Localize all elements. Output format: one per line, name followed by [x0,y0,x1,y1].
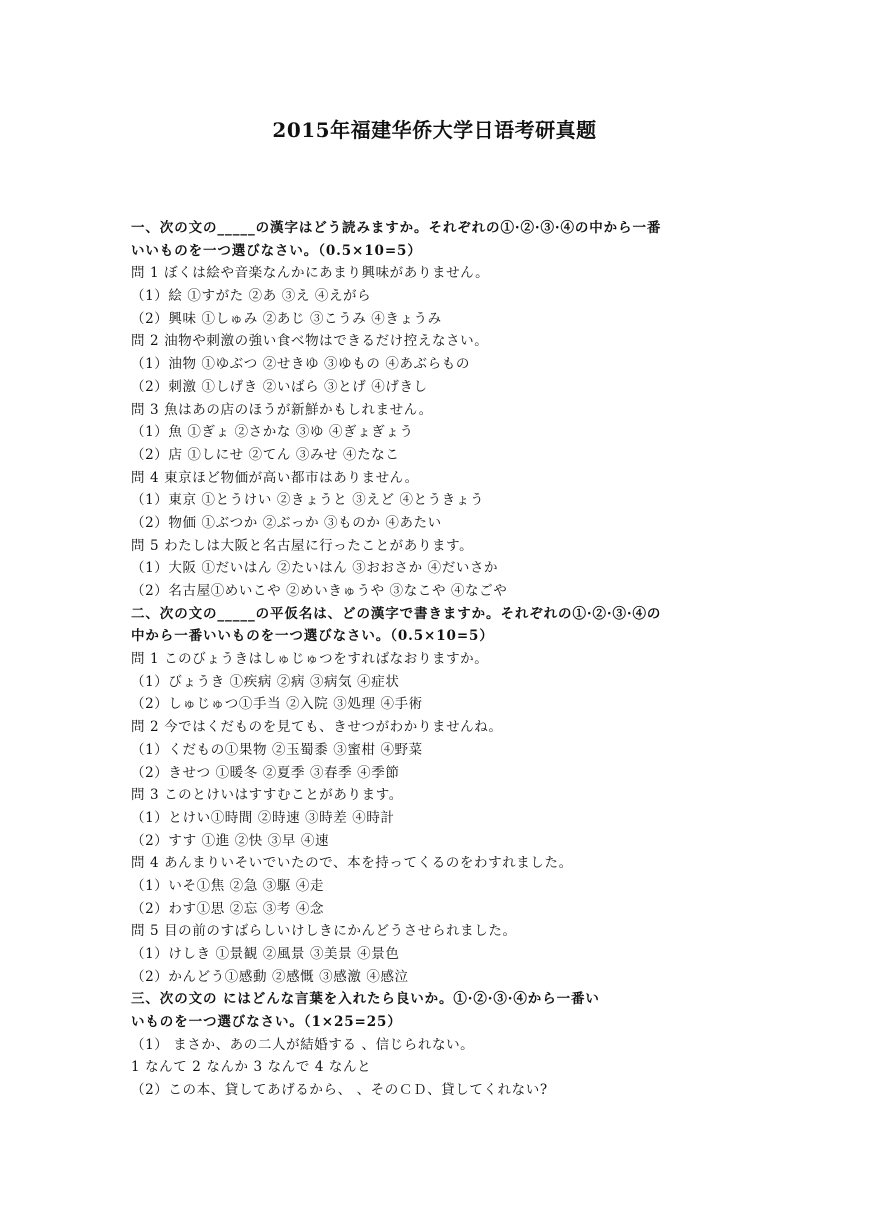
question-line: 問 2 今ではくだものを見ても、きせつがわかりませんね。 [131,719,503,736]
question-line: 問 3 このとけいはすすむことがあります。 [131,787,403,804]
question-line: 問 1 このびょうきはしゅじゅつをすればなおりますか。 [131,651,489,668]
answer-options: （1）びょうき ①疾病 ②病 ③病気 ④症状 [131,673,400,690]
page-title: 2015年福建华侨大学日语考研真题 [272,118,597,142]
question-line: 問 2 油物や刺激の強い食べ物はできるだけ控えなさい。 [131,333,489,350]
section-heading: 三、次の文の にはどんな言葉を入れたら良いか。①·②·③·④から一番い [131,991,600,1008]
section-heading: 一、次の文の_____の漢字はどう読みますか。それぞれの①·②·③·④の中から一番 [131,220,662,236]
document-body [131,217,751,1102]
question-line: 問 3 魚はあの店のほうが新鮮かもしれません。 [131,401,433,418]
question-line: 問 5 目の前のすばらしいけしきにかんどうさせられました。 [131,923,517,940]
answer-options: （1）いそ①焦 ②急 ③駆 ④走 [131,877,325,894]
answer-options: 1 なんて 2 なんか 3 なんで 4 なんと [131,1059,372,1076]
answer-options: （2）わす①思 ②忘 ③考 ④念 [131,900,325,917]
answer-options: （2）かんどう①感動 ②感慨 ③感激 ④感泣 [131,968,409,985]
answer-options: （2）刺激 ①しげき ②いばら ③とげ ④げきし [131,378,428,395]
question-line: （1） まさか、あの二人が結婚する 、信じられない。 [131,1036,475,1053]
question-line: 問 4 東京ほど物価が高い都市はありません。 [131,469,419,486]
section-heading: いものを一つ選びなさい。（1×25=25） [131,1014,402,1031]
question-line: 問 5 わたしは大阪と名古屋に行ったことがあります。 [131,537,474,554]
section-heading: 中から一番いいものを一つ選びなさい。（0.5×10=5） [131,628,494,645]
question-line: 問 1 ぼくは絵や音楽なんかにあまり興味がありません。 [131,265,490,282]
question-line: 問 4 あんまりいそいでいたので、本を持ってくるのをわすれました。 [131,855,573,872]
answer-options: （2）名古屋①めいこや ②めいきゅうや ③なこや ④なごや [131,583,508,599]
answer-options: （1）大阪 ①だいはん ②たいはん ③おおさか ④だいさか [131,560,499,577]
answer-options: （1）油物 ①ゆぶつ ②せきゆ ③ゆもの ④あぶらもの [131,356,470,373]
question-line: （2）この本、貸してあげるから、 、そのＣＤ、貸してくれない? [131,1082,548,1099]
answer-options: （2）興味 ①しゅみ ②あじ ③こうみ ④きょうみ [131,310,442,327]
answer-options: （1）くだもの①果物 ②玉蜀黍 ③蜜柑 ④野菜 [131,741,423,758]
answer-options: （1）絵 ①すがた ②あ ③え ④えがら [131,288,372,305]
answer-options: （1）けしき ①景観 ②風景 ③美景 ④景色 [131,946,400,962]
answer-options: （2）店 ①しにせ ②てん ③みせ ④たなこ [131,446,400,463]
answer-options: （1）魚 ①ぎょ ②さかな ③ゆ ④ぎょぎょう [131,424,414,441]
answer-options: （2）すす ①進 ②快 ③早 ④速 [131,832,330,849]
answer-options: （2）物価 ①ぶつか ②ぶっか ③ものか ④あたい [131,514,442,531]
answer-options: （1）東京 ①とうけい ②きょうと ③えど ④とうきょう [131,492,485,509]
answer-options: （2）しゅじゅつ①手当 ②入院 ③処理 ④手術 [131,696,423,713]
section-heading: 二、次の文の_____の平仮名は、どの漢字で書きますか。それぞれの①·②·③·④の [131,605,662,622]
answer-options: （1）とけい①時間 ②時速 ③時差 ④時計 [131,809,395,826]
answer-options: （2）きせつ ①暖冬 ②夏季 ③春季 ④季節 [131,764,400,781]
section-heading: いいものを一つ選びなさい。（0.5×10=5） [131,242,422,259]
